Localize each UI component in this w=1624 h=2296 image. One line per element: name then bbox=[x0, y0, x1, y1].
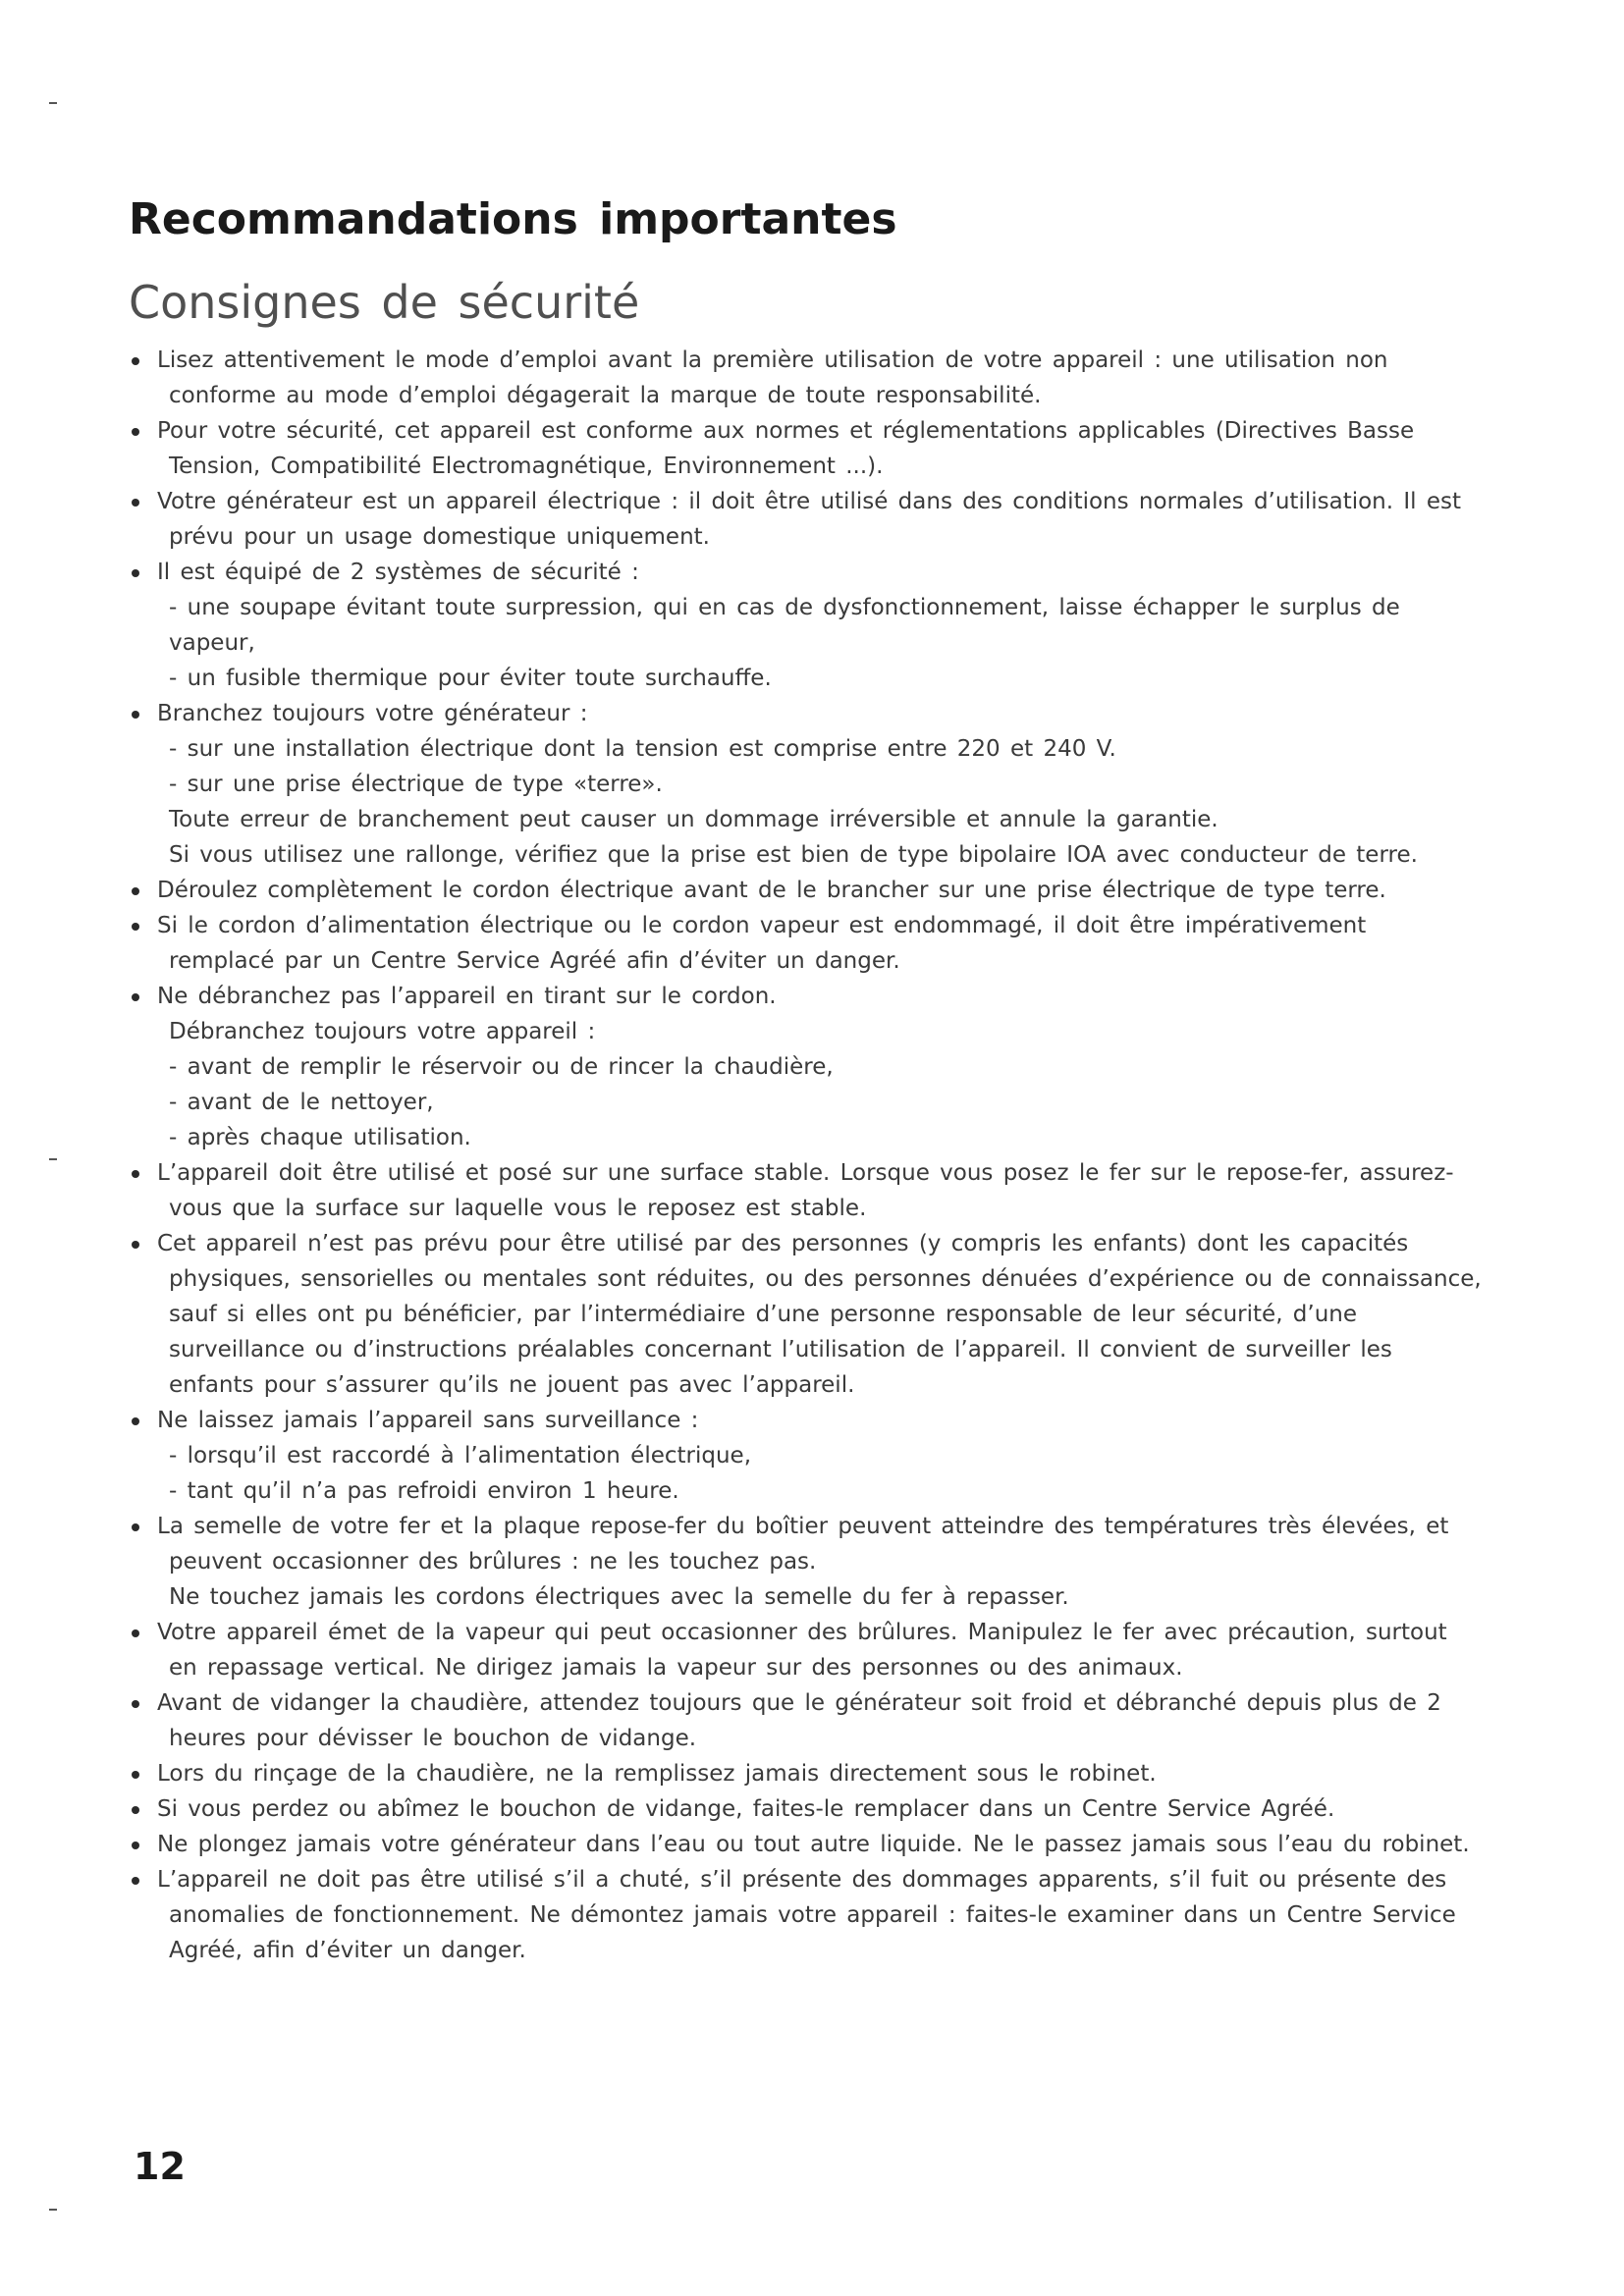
item-line: Pour votre sécurité, cet appareil est conforme aux normes et réglementations applicables (Directives Basse bbox=[157, 418, 1415, 444]
safety-item bbox=[129, 1756, 1562, 1791]
crop-mark bbox=[49, 2209, 57, 2211]
safety-item bbox=[129, 908, 1562, 979]
safety-item bbox=[129, 1685, 1562, 1756]
page-title: Recommandations importantes bbox=[129, 194, 897, 244]
bullet-icon bbox=[132, 887, 139, 895]
bullet-icon bbox=[132, 1523, 139, 1531]
safety-item bbox=[129, 1791, 1562, 1827]
item-line: surveillance ou d’instructions préalables concernant l’utilisation de l’appareil. Il convient de surveiller les bbox=[169, 1337, 1392, 1362]
item-line: Débranchez toujours votre appareil : bbox=[169, 1019, 596, 1044]
item-line: Toute erreur de branchement peut causer un dommage irréversible et annule la garantie. bbox=[169, 807, 1218, 832]
item-line: enfants pour s’assurer qu’ils ne jouent pas avec l’appareil. bbox=[169, 1372, 855, 1398]
item-line: - un fusible thermique pour éviter toute surchauffe. bbox=[169, 666, 772, 691]
crop-mark bbox=[49, 1158, 57, 1160]
bullet-icon bbox=[132, 1842, 139, 1849]
item-line: Si vous perdez ou abîmez le bouchon de vidange, faites-le remplacer dans un Centre Service Agréé. bbox=[157, 1796, 1335, 1822]
item-line: remplacé par un Centre Service Agréé afin d’éviter un danger. bbox=[169, 948, 900, 974]
safety-item bbox=[129, 555, 1562, 696]
item-line: - tant qu’il n’a pas refroidi environ 1 heure. bbox=[169, 1478, 679, 1504]
item-line: Avant de vidanger la chaudière, attendez toujours que le générateur soit froid et débranché depuis plus de 2 bbox=[157, 1690, 1441, 1716]
item-line: Agréé, afin d’éviter un danger. bbox=[169, 1938, 526, 1963]
item-line: Cet appareil n’est pas prévu pour être utilisé par des personnes (y compris les enfants) dont les capacités bbox=[157, 1231, 1409, 1256]
bullet-icon bbox=[132, 993, 139, 1001]
item-line: vapeur, bbox=[169, 630, 255, 656]
item-line: - lorsqu’il est raccordé à l’alimentation électrique, bbox=[169, 1443, 752, 1468]
item-line: peuvent occasionner des brûlures : ne les touchez pas. bbox=[169, 1549, 817, 1575]
bullet-icon bbox=[132, 1241, 139, 1249]
item-line: Tension, Compatibilité Electromagnétique, Environnement ...). bbox=[169, 454, 884, 479]
item-line: physiques, sensorielles ou mentales sont réduites, ou des personnes dénuées d’expérience ou de connaissance, bbox=[169, 1266, 1482, 1292]
item-line: - avant de remplir le réservoir ou de rincer la chaudière, bbox=[169, 1054, 834, 1080]
item-line: Votre générateur est un appareil électrique : il doit être utilisé dans des conditions normales d’utilisation. Il est bbox=[157, 489, 1462, 514]
item-line: Ne débranchez pas l’appareil en tirant sur le cordon. bbox=[157, 984, 777, 1009]
bullet-icon bbox=[132, 923, 139, 931]
safety-item bbox=[129, 1403, 1562, 1509]
item-line: Il est équipé de 2 systèmes de sécurité : bbox=[157, 560, 639, 585]
bullet-icon bbox=[132, 499, 139, 507]
item-line: heures pour dévisser le bouchon de vidange. bbox=[169, 1726, 697, 1751]
safety-item bbox=[129, 873, 1562, 908]
bullet-icon bbox=[132, 711, 139, 719]
safety-item bbox=[129, 343, 1562, 413]
item-line: en repassage vertical. Ne dirigez jamais la vapeur sur des personnes ou des animaux. bbox=[169, 1655, 1183, 1681]
item-line: L’appareil ne doit pas être utilisé s’il a chuté, s’il présente des dommages apparents, s’il fuit ou présente des bbox=[157, 1867, 1447, 1893]
item-line: - sur une installation électrique dont la tension est comprise entre 220 et 240 V. bbox=[169, 736, 1116, 762]
safety-item bbox=[129, 1509, 1562, 1615]
item-line: Ne laissez jamais l’appareil sans surveillance : bbox=[157, 1408, 699, 1433]
item-line: sauf si elles ont pu bénéficier, par l’intermédiaire d’une personne responsable de leur sécurité, d’une bbox=[169, 1302, 1358, 1327]
item-line: Lors du rinçage de la chaudière, ne la remplissez jamais directement sous le robinet. bbox=[157, 1761, 1157, 1787]
bullet-icon bbox=[132, 569, 139, 577]
safety-item bbox=[129, 979, 1562, 1155]
safety-item bbox=[129, 1226, 1562, 1403]
safety-item bbox=[129, 696, 1562, 873]
safety-item bbox=[129, 1155, 1562, 1226]
bullet-icon bbox=[132, 1700, 139, 1708]
item-line: conforme au mode d’emploi dégagerait la marque de toute responsabilité. bbox=[169, 383, 1042, 408]
item-line: - après chaque utilisation. bbox=[169, 1125, 471, 1150]
crop-mark bbox=[49, 102, 57, 104]
page-number: 12 bbox=[134, 2145, 186, 2188]
safety-item bbox=[129, 1615, 1562, 1685]
bullet-icon bbox=[132, 1806, 139, 1814]
bullet-icon bbox=[132, 357, 139, 365]
item-line: - avant de le nettoyer, bbox=[169, 1090, 434, 1115]
safety-item bbox=[129, 1862, 1562, 1968]
item-line: La semelle de votre fer et la plaque repose-fer du boîtier peuvent atteindre des températures très élevées, et bbox=[157, 1514, 1449, 1539]
item-line: prévu pour un usage domestique uniquement. bbox=[169, 524, 710, 550]
bullet-icon bbox=[132, 1877, 139, 1885]
safety-instructions-list bbox=[129, 343, 1562, 1968]
item-line: vous que la surface sur laquelle vous le reposez est stable. bbox=[169, 1196, 867, 1221]
item-line: Ne touchez jamais les cordons électriques avec la semelle du fer à repasser. bbox=[169, 1584, 1069, 1610]
item-line: Branchez toujours votre générateur : bbox=[157, 701, 588, 726]
bullet-icon bbox=[132, 428, 139, 436]
section-title: Consignes de sécurité bbox=[129, 276, 640, 329]
item-line: Si vous utilisez une rallonge, vérifiez que la prise est bien de type bipolaire IOA avec conducteur de terre. bbox=[169, 842, 1418, 868]
item-line: anomalies de fonctionnement. Ne démontez jamais votre appareil : faites-le examiner dans un Centre Service bbox=[169, 1902, 1456, 1928]
safety-item bbox=[129, 413, 1562, 484]
safety-item bbox=[129, 1827, 1562, 1862]
item-line: Si le cordon d’alimentation électrique ou le cordon vapeur est endommagé, il doit être impérativement bbox=[157, 913, 1367, 938]
bullet-icon bbox=[132, 1417, 139, 1425]
item-line: Déroulez complètement le cordon électrique avant de le brancher sur une prise électrique de type terre. bbox=[157, 878, 1386, 903]
item-line: - sur une prise électrique de type «terre». bbox=[169, 772, 663, 797]
item-line: Ne plongez jamais votre générateur dans l’eau ou tout autre liquide. Ne le passez jamais sous l’eau du robinet. bbox=[157, 1832, 1470, 1857]
item-line: Lisez attentivement le mode d’emploi avant la première utilisation de votre appareil : une utilisation non bbox=[157, 347, 1388, 373]
item-line: L’appareil doit être utilisé et posé sur une surface stable. Lorsque vous posez le fer sur le repose-fer, assurez- bbox=[157, 1160, 1454, 1186]
bullet-icon bbox=[132, 1629, 139, 1637]
safety-item bbox=[129, 484, 1562, 555]
item-line: Votre appareil émet de la vapeur qui peut occasionner des brûlures. Manipulez le fer avec précaution, surtout bbox=[157, 1620, 1447, 1645]
bullet-icon bbox=[132, 1771, 139, 1779]
item-line: - une soupape évitant toute surpression, qui en cas de dysfonctionnement, laisse échapper le surplus de bbox=[169, 595, 1400, 620]
bullet-icon bbox=[132, 1170, 139, 1178]
